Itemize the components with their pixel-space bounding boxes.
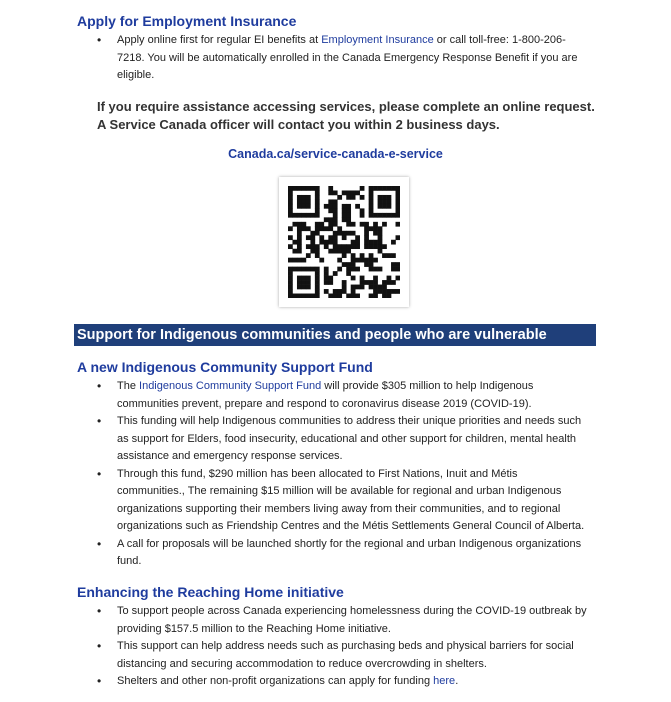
indigenous-fund-link[interactable]: Indigenous Community Support Fund: [139, 380, 322, 392]
list-item: • This support can help address needs such as purchasing beds and physical barriers for social distancing and securing accommodation to reduce overcrowding in shelters.: [97, 638, 587, 673]
list-item: • A call for proposals will be launched shortly for the regional and urban Indigenous organizations fund.: [97, 536, 587, 571]
ei-bullet-list: [97, 32, 587, 85]
service-canada-url: [0, 147, 671, 161]
list-item: • Through this fund, $290 million has been allocated to First Nations, Inuit and Métis communities., The remaining $15 million will be available for regional and urban Indigenous organizations supporting their members living away from their communities, and to regional organizations such as Friendship Centres and the Métis Settlements General Council of Alberta.: [97, 466, 587, 536]
list-item: [97, 673, 587, 691]
section-banner-title: Support for Indigenous communities and people who are vulnerable: [77, 327, 547, 343]
qr-code-icon: [288, 186, 400, 298]
bullet-text: The: [117, 380, 140, 392]
bullet-text: Shelters and other non-profit organizations can apply for funding: [117, 675, 434, 687]
ei-heading: Apply for Employment Insurance: [77, 13, 297, 29]
list-item: • This funding will help Indigenous communities to address their unique priorities and needs such as support for Elders, food insecurity, educational and other support for children, mental health assistance and emergency response services.: [97, 413, 587, 466]
assistance-line-2: A Service Canada officer will contact you within 2 business days.: [97, 117, 500, 132]
list-item: [97, 378, 587, 413]
assistance-line-1: If you require assistance accessing services, please complete an online request.: [97, 99, 595, 114]
qr-code: [279, 177, 409, 307]
bullet-text: Apply online first for regular EI benefits at: [117, 34, 322, 46]
fund-bullet-list: [97, 378, 587, 571]
reaching-home-bullet-list: [97, 603, 587, 691]
funding-here-link[interactable]: here: [433, 675, 456, 687]
fund-heading: A new Indigenous Community Support Fund: [77, 359, 373, 375]
bullet-text: .: [455, 675, 459, 687]
employment-insurance-link[interactable]: Employment Insurance: [321, 34, 434, 46]
reaching-home-heading: Enhancing the Reaching Home initiative: [77, 584, 344, 600]
list-item: [97, 32, 587, 85]
assistance-notice: [97, 98, 617, 134]
service-canada-link[interactable]: Canada.ca/service-canada-e-service: [228, 147, 443, 161]
list-item: • To support people across Canada experiencing homelessness during the COVID-19 outbreak by providing $157.5 million to the Reaching Home initiative.: [97, 603, 587, 638]
bullet-text: will provide $305 million to help Indigenous communities prevent, prepare and respond to coronavirus disease 2019 (COVID-19).: [117, 380, 534, 410]
bullet-text: or call toll-free: 1-800-206-7218. You will be automatically enrolled in the Canada Emergency Response Benefit if you are eligible.: [117, 34, 578, 81]
section-banner: [74, 324, 596, 346]
